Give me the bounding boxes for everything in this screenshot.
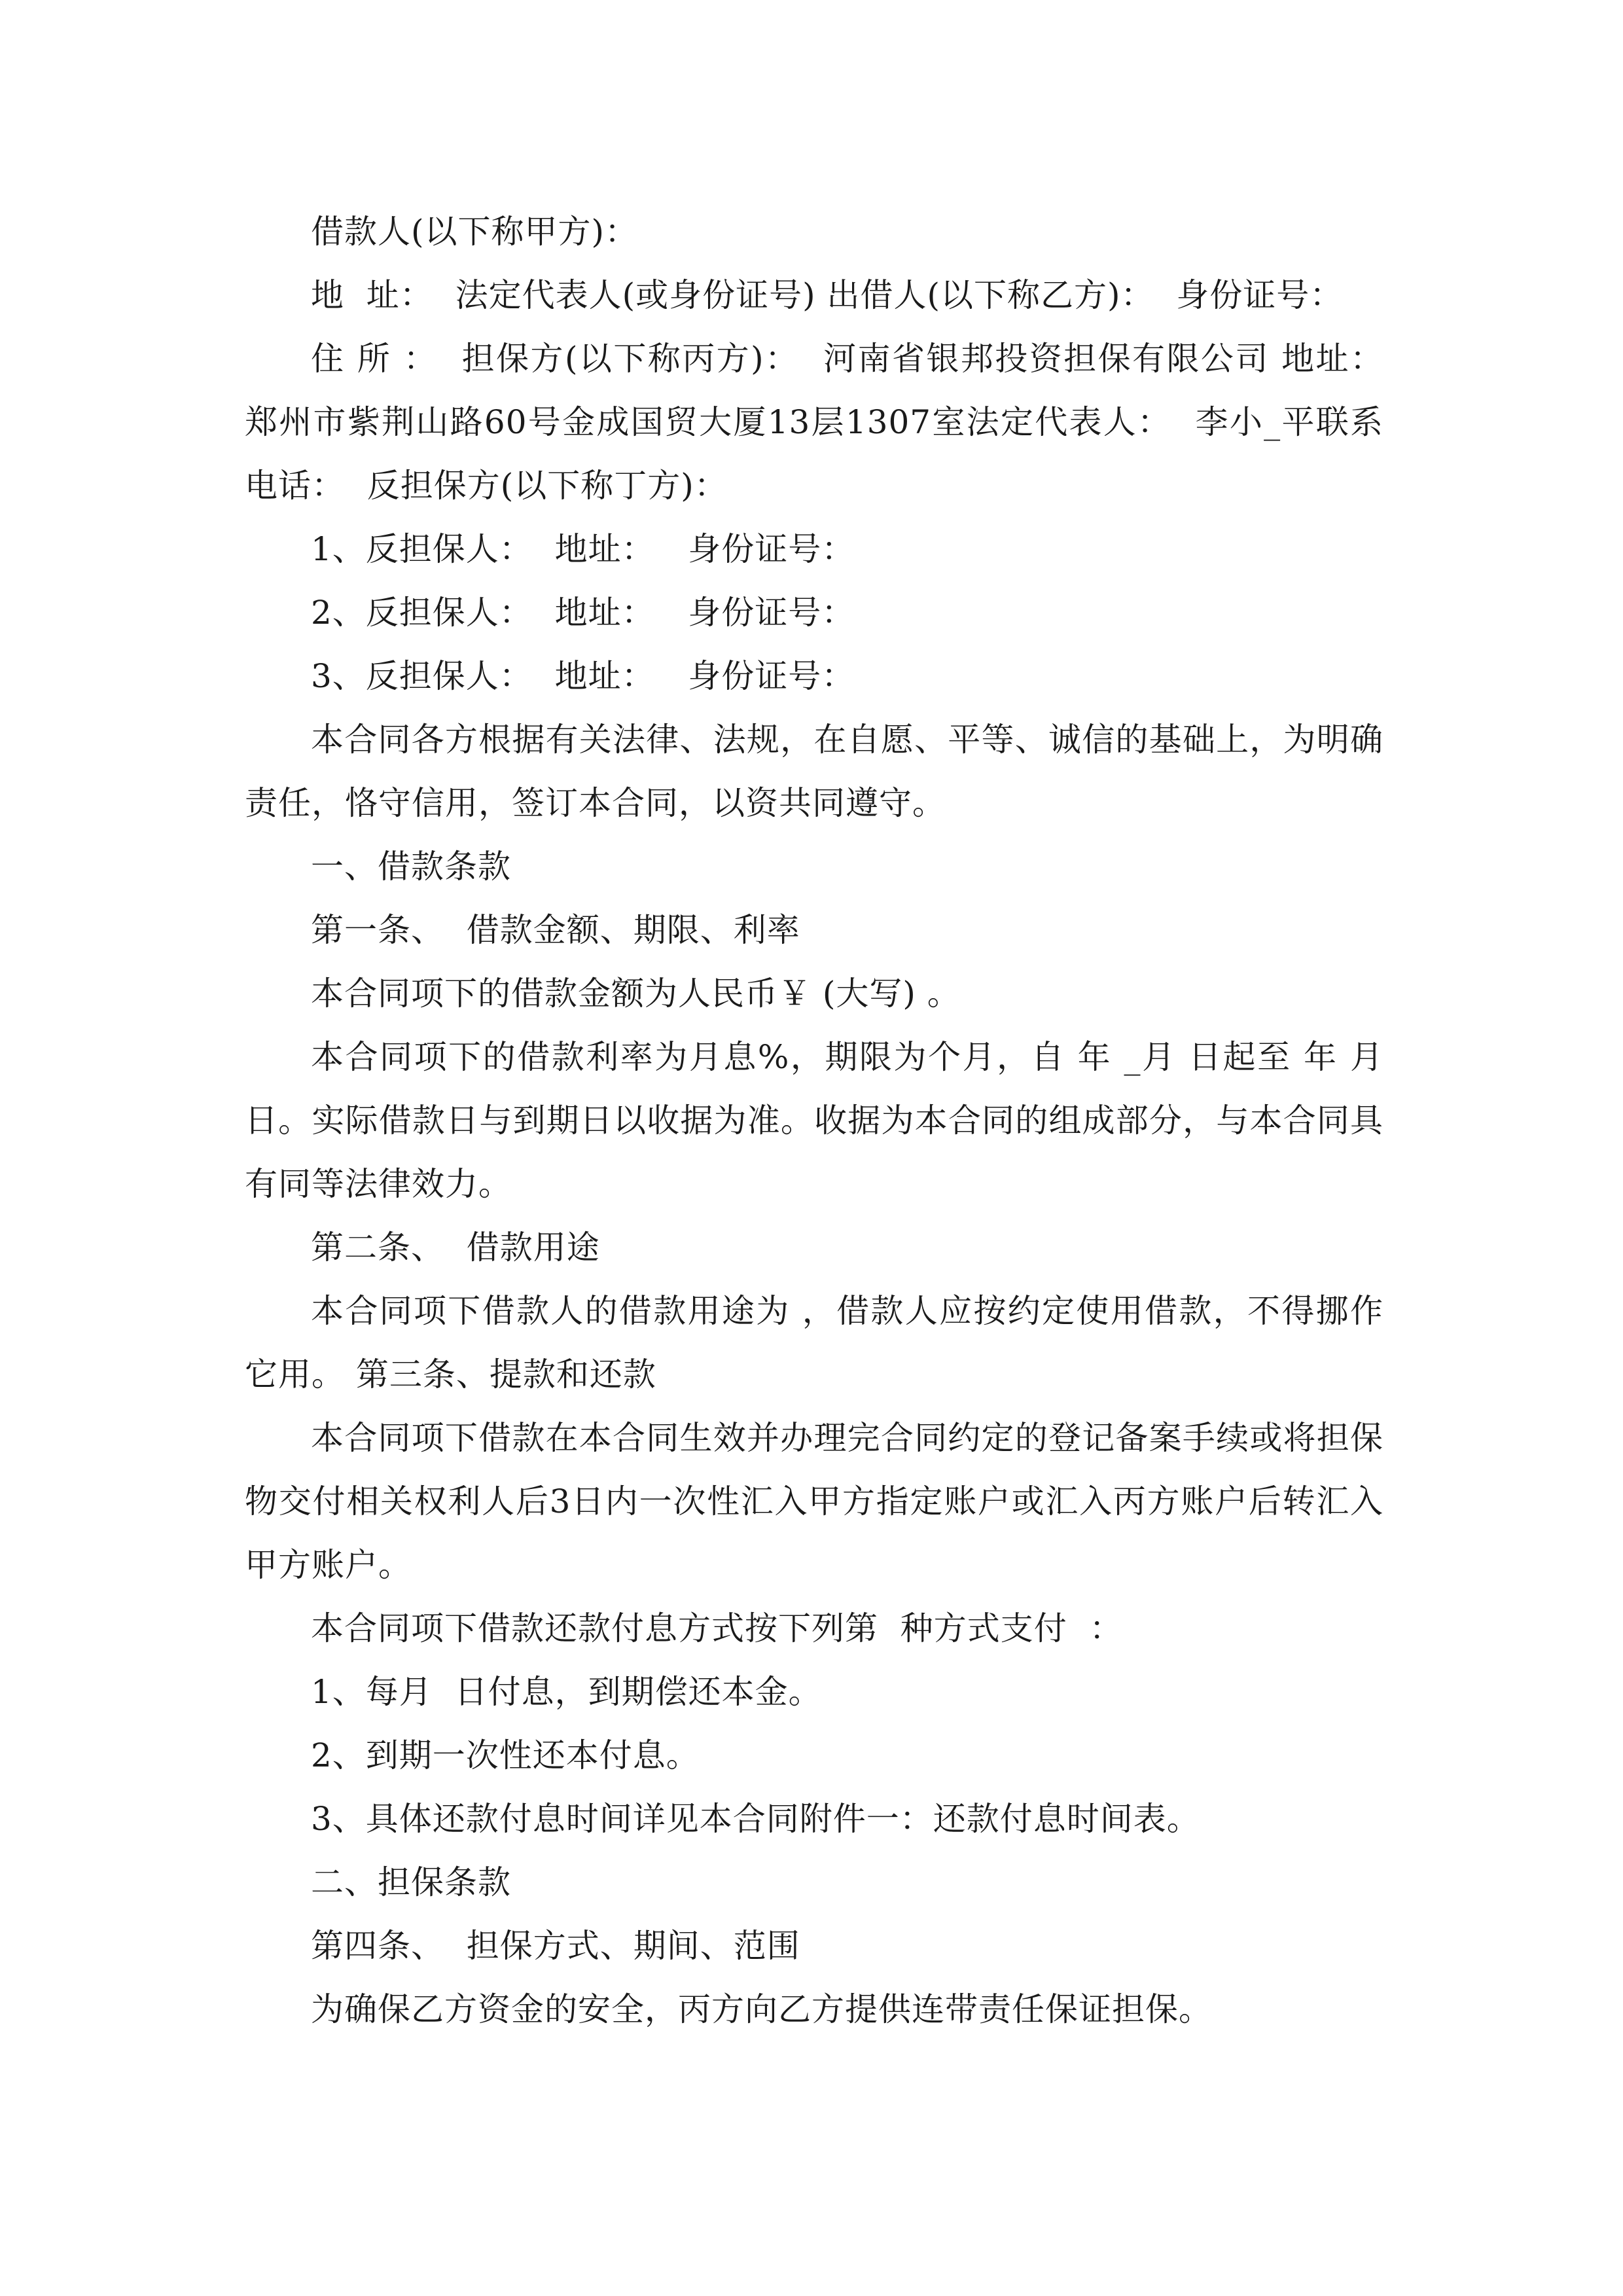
repayment-option-1: 1、每月 日付息，到期偿还本金。 (311, 1673, 822, 1711)
repayment-option-3: 3、具体还款付息时间详见本合同附件一：还款付息时间表。 (311, 1800, 1200, 1838)
interest-term-paragraph: 本合同项下的借款利率为月息%，期限为个月，自 年 _月 日起至 年 月 日。实际借款日与到期日以收据为准。收据为本合同的组成部分，与本合同具有同等法律效力。 (245, 1038, 1395, 1203)
preamble-paragraph: 本合同各方根据有关法律、法规，在自愿、平等、诚信的基础上，为明确责任，恪守信用，签订本合同，以资共同遵守。 (245, 721, 1383, 822)
guarantor-paragraph: 住 所 ： 担保方(以下称丙方)： 河南省银邦投资担保有限公司 地址： 郑州市紫荆山路60号金成国贸大厦13层1307室法定代表人： 李小_平联系电话： 反担保方(以下称丁方)： (245, 340, 1406, 505)
counter-guarantor-1: 1、反担保人： 地址： 身份证号： (311, 530, 855, 568)
repayment-option-2: 2、到期一次性还本付息。 (311, 1736, 700, 1774)
article-4-heading: 第四条、 担保方式、期间、范围 (311, 1927, 800, 1965)
counter-guarantor-3: 3、反担保人： 地址： 身份证号： (311, 657, 855, 695)
loan-purpose-paragraph: 本合同项下借款人的借款用途为 ，借款人应按约定使用借款，不得挪作它用。 第三条、提款和还款 (245, 1292, 1383, 1393)
guarantee-paragraph: 为确保乙方资金的安全，丙方向乙方提供连带责任保证担保。 (311, 1990, 1212, 2028)
section-heading-guarantee-terms: 二、担保条款 (311, 1863, 511, 1901)
article-1-heading: 第一条、 借款金额、期限、利率 (311, 911, 800, 949)
loan-amount-paragraph: 本合同项下的借款金额为人民币￥ (大写) 。 (311, 975, 961, 1013)
section-heading-loan-terms: 一、借款条款 (311, 848, 511, 886)
repayment-method-paragraph: 本合同项下借款还款付息方式按下列第 种方式支付 ： (311, 1609, 1123, 1647)
document-body (245, 200, 1406, 2041)
counter-guarantor-2: 2、反担保人： 地址： 身份证号： (311, 594, 855, 632)
disbursement-paragraph: 本合同项下借款在本合同生效并办理完合同约定的登记备案手续或将担保物交付相关权利人后3日内一次性汇入甲方指定账户或汇入丙方账户后转汇入甲方账户。 (245, 1419, 1383, 1584)
borrower-line: 借款人(以下称甲方)： (311, 213, 639, 251)
address-lender-line: 地 址： 法定代表人(或身份证号) 出借人(以下称乙方)： 身份证号： (311, 276, 1344, 314)
article-2-heading: 第二条、 借款用途 (311, 1229, 600, 1266)
